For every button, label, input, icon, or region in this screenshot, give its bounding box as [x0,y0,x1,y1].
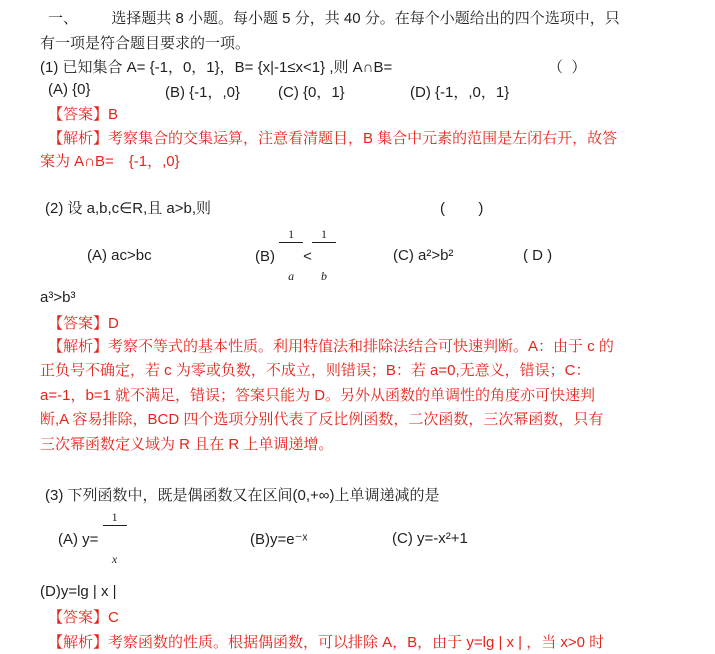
question-1-option-b: (B) {-1，,0} [165,84,241,101]
question-1-option-a: (A) {0} [48,81,91,98]
question-2-option-c: (C) a²>b² [393,247,454,264]
fraction-denominator: x [111,552,118,567]
question-1-analysis-line1: 【解析】考察集合的交集运算，注意看清题目，B 集合中元素的范围是左闭右开，故答 [48,130,618,147]
fraction-denominator: a [288,269,295,284]
question-2-options-row [0,226,715,284]
question-3-stem: (3) 下列函数中，既是偶函数又在区间(0,+∞)上单调递减的是 [45,487,440,504]
question-2-analysis-line1: 【解析】考察不等式的基本性质。利用特值法和排除法结合可快速判断。A：由于 c 的 [48,338,614,355]
question-2-analysis-line2: 正负号不确定，若 c 为零或负数，不成立，则错误；B：若 a=0,无意义，错误；C： [40,362,591,379]
fraction-numerator: 1 [312,228,336,243]
question-3-option-a-label: (A) y= [58,530,103,548]
exam-instructions-line1: 一、 选择题共 8 小题。每小题 5 分，共 40 分。在每个小题给出的四个选项中，只 [48,10,620,27]
question-2-answer: 【答案】D [48,315,119,332]
question-1-stem: (1) 已知集合 A= {-1，0，1}，B= {x|-1≤x<1} ,则 A∩B= [40,59,393,76]
question-2-analysis-line3: a=-1，b=1 就不满足，错误；答案只能为 D。另外从函数的单调性的角度亦可快速判 [40,387,596,404]
fraction-numerator: 1 [103,511,127,526]
question-2-option-a: (A) ac>bc [87,247,152,264]
fraction-denominator: b [320,269,327,284]
question-2-option-d-continued: a³>b³ [40,289,76,306]
fraction-numerator: 1 [279,228,303,243]
question-2-option-d: ( D ) [523,247,553,264]
question-1-answer: 【答案】B [48,106,119,123]
question-2-option-b-fraction-left [279,200,303,311]
question-3-option-b: (B)y=e⁻ˣ [250,531,308,548]
question-2-analysis-line5: 三次幂函数定义域为 R 且在 R 上单调递增。 [40,436,334,453]
question-2-option-b-less-than-sign: < [303,247,312,265]
question-1-analysis-line2: 案为 A∩B= {-1，,0} [40,153,180,170]
question-1-option-c: (C) {0，1} [278,84,345,101]
question-2-answer-paren: ( ) [440,200,484,217]
question-3-option-c: (C) y=-x²+1 [392,530,468,547]
question-1-answer-paren: （ ） [548,59,587,76]
question-1-options-row [0,81,715,103]
question-2-option-b-label: (B) [255,247,280,265]
question-3-analysis-line1: 【解析】考察函数的性质。根据偶函数，可以排除 A，B，由于 y=lg | x | ，当 x>0 时 [48,634,605,651]
question-2-option-b [255,226,336,284]
exam-instructions-line2: 有一项是符合题目要求的一项。 [40,35,251,52]
question-3-answer: 【答案】C [48,609,119,626]
question-3-option-a [58,509,127,567]
question-2-analysis-line4: 断,A 容易排除，BCD 四个选项分别代表了反比例函数，二次函数，三次幂函数，只有 [40,411,604,428]
question-2-option-b-fraction-right [312,200,336,311]
question-3-option-a-fraction [103,483,127,594]
question-3-option-d: (D)y=lg | x | [40,583,117,600]
question-2-stem: (2) 设 a,b,c∈R,且 a>b,则 [45,200,212,217]
question-3-options-row [0,509,715,567]
question-1-option-d: (D) {-1，,0，1} [410,84,510,101]
